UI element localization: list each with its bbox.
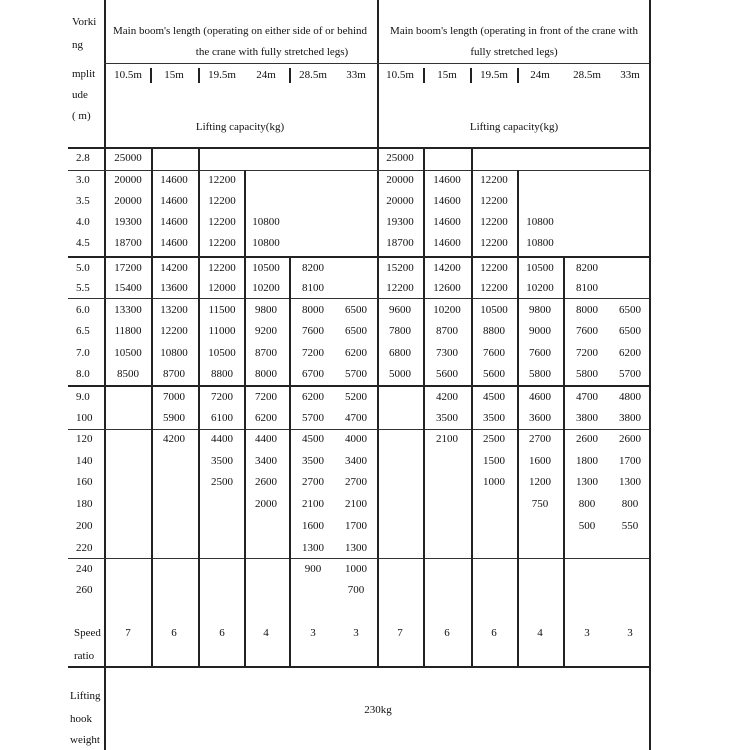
right-capacity-cell: 4500 <box>483 391 505 403</box>
right-capacity-cell: 7300 <box>436 347 458 359</box>
right-capacity-cell: 4700 <box>576 391 598 403</box>
left-speed-ratio-cell: 3 <box>353 627 359 639</box>
right-capacity-cell: 7600 <box>576 325 598 337</box>
left-capacity-cell: 10500 <box>208 347 236 359</box>
working-amplitude-header-line: mplit <box>72 68 96 80</box>
right-capacity-cell: 5700 <box>619 368 641 380</box>
right-capacity-cell: 14600 <box>433 195 461 207</box>
right-capacity-cell: 5600 <box>436 368 458 380</box>
grid-horizontal-line <box>68 170 649 171</box>
left-capacity-cell: 8000 <box>255 368 277 380</box>
lifting-hook-weight-label-line: weight <box>70 734 100 746</box>
grid-horizontal-line <box>68 256 649 258</box>
left-capacity-cell: 3500 <box>211 455 233 467</box>
right-capacity-cell: 750 <box>531 498 549 510</box>
boom-length-heading: 19.5m <box>208 69 236 81</box>
right-capacity-cell: 8100 <box>576 282 598 294</box>
grid-vertical-line <box>563 256 565 666</box>
right-capacity-cell: 12200 <box>480 262 508 274</box>
left-capacity-cell: 11000 <box>208 325 236 337</box>
grid-horizontal-line <box>68 558 649 559</box>
right-capacity-cell: 14200 <box>433 262 461 274</box>
left-capacity-cell: 20000 <box>114 195 142 207</box>
left-capacity-cell: 25000 <box>114 152 142 164</box>
left-speed-ratio-cell: 6 <box>171 627 177 639</box>
right-capacity-cell: 4600 <box>529 391 551 403</box>
right-capacity-cell: 2100 <box>436 433 458 445</box>
table-right-border <box>649 0 651 750</box>
right-capacity-cell: 1000 <box>483 476 505 488</box>
right-capacity-cell: 20000 <box>386 195 414 207</box>
left-capacity-cell: 9800 <box>255 304 277 316</box>
left-capacity-cell: 8700 <box>255 347 277 359</box>
right-capacity-cell: 12200 <box>480 174 508 186</box>
right-capacity-cell: 4200 <box>436 391 458 403</box>
right-section-title-line2: fully stretched legs) <box>470 46 558 58</box>
right-capacity-cell: 12200 <box>386 282 414 294</box>
speed-ratio-label-line: ratio <box>74 650 95 662</box>
amplitude-value: 180 <box>76 498 93 510</box>
right-capacity-cell: 3600 <box>529 412 551 424</box>
right-section-title-line1: Main boom's length (operating in front of the crane with <box>390 25 638 37</box>
left-capacity-cell: 14600 <box>160 174 188 186</box>
right-capacity-cell: 7200 <box>576 347 598 359</box>
right-capacity-cell: 5800 <box>576 368 598 380</box>
left-capacity-cell: 7200 <box>302 347 324 359</box>
amplitude-value: 7.0 <box>76 347 90 359</box>
left-capacity-cell: 8100 <box>302 282 324 294</box>
left-speed-ratio-cell: 3 <box>310 627 316 639</box>
right-capacity-cell: 9000 <box>529 325 551 337</box>
left-capacity-cell: 14600 <box>160 216 188 228</box>
right-capacity-cell: 15200 <box>386 262 414 274</box>
left-capacity-cell: 9200 <box>255 325 277 337</box>
right-capacity-cell: 550 <box>621 520 639 532</box>
right-capacity-cell: 2500 <box>483 433 505 445</box>
right-speed-ratio-cell: 3 <box>584 627 590 639</box>
left-capacity-cell: 10500 <box>252 262 280 274</box>
left-capacity-cell: 8700 <box>163 368 185 380</box>
right-capacity-cell: 14600 <box>433 216 461 228</box>
left-capacity-cell: 5700 <box>345 368 367 380</box>
amplitude-value: 9.0 <box>76 391 90 403</box>
right-capacity-cell: 5800 <box>529 368 551 380</box>
left-capacity-cell: 12200 <box>160 325 188 337</box>
left-capacity-cell: 2600 <box>255 476 277 488</box>
working-amplitude-header-line: ude <box>72 89 88 101</box>
right-capacity-cell: 2600 <box>619 433 641 445</box>
boom-length-heading: 15m <box>437 69 457 81</box>
left-capacity-cell: 6200 <box>255 412 277 424</box>
left-capacity-cell: 5900 <box>163 412 185 424</box>
lifting-hook-weight-value: 230kg <box>364 704 392 716</box>
boom-length-heading: 10.5m <box>114 69 142 81</box>
right-capacity-cell: 12600 <box>433 282 461 294</box>
right-capacity-cell: 7800 <box>389 325 411 337</box>
left-capacity-cell: 7600 <box>302 325 324 337</box>
left-capacity-cell: 2700 <box>345 476 367 488</box>
header-tick <box>150 68 152 83</box>
left-capacity-cell: 12200 <box>208 216 236 228</box>
left-section-title-line2: the crane with fully stretched legs) <box>195 46 349 58</box>
lifting-hook-weight-label-line: Lifting <box>70 690 101 702</box>
right-capacity-cell: 6800 <box>389 347 411 359</box>
right-capacity-cell: 6500 <box>619 325 641 337</box>
right-capacity-cell: 12200 <box>480 282 508 294</box>
grid-horizontal-line <box>68 429 649 430</box>
boom-length-heading: 10.5m <box>386 69 414 81</box>
left-capacity-cell: 3500 <box>302 455 324 467</box>
left-capacity-cell: 13200 <box>160 304 188 316</box>
left-capacity-cell: 13600 <box>160 282 188 294</box>
header-tick <box>289 68 291 83</box>
amplitude-value: 200 <box>76 520 93 532</box>
amplitude-value: 260 <box>76 584 93 596</box>
right-capacity-cell: 3500 <box>483 412 505 424</box>
header-tick <box>517 68 519 83</box>
left-capacity-cell: 5200 <box>345 391 367 403</box>
right-capacity-cell: 7600 <box>483 347 505 359</box>
left-capacity-cell: 7000 <box>163 391 185 403</box>
left-capacity-label: Lifting capacity(kg) <box>195 121 285 133</box>
left-capacity-cell: 17200 <box>114 262 142 274</box>
amplitude-value: 5.0 <box>76 262 90 274</box>
right-capacity-label: Lifting capacity(kg) <box>469 121 559 133</box>
left-capacity-cell: 7200 <box>211 391 233 403</box>
right-capacity-cell: 800 <box>621 498 639 510</box>
header-tick <box>198 68 200 83</box>
amplitude-value: 220 <box>76 542 93 554</box>
amplitude-value: 3.0 <box>76 174 90 186</box>
left-capacity-cell: 8500 <box>117 368 139 380</box>
amplitude-value: 240 <box>76 563 93 575</box>
grid-vertical-line <box>151 147 153 666</box>
right-capacity-cell: 2700 <box>529 433 551 445</box>
right-capacity-cell: 4800 <box>619 391 641 403</box>
right-capacity-cell: 3800 <box>576 412 598 424</box>
boom-length-heading: 28.5m <box>299 69 327 81</box>
right-speed-ratio-cell: 7 <box>397 627 403 639</box>
right-speed-ratio-cell: 6 <box>491 627 497 639</box>
left-capacity-cell: 11800 <box>114 325 142 337</box>
left-section-title-line1: Main boom's length (operating on either side of or behind <box>112 25 368 37</box>
left-capacity-cell: 14600 <box>160 237 188 249</box>
right-capacity-cell: 8200 <box>576 262 598 274</box>
right-capacity-cell: 7600 <box>529 347 551 359</box>
left-capacity-cell: 6500 <box>345 325 367 337</box>
right-capacity-cell: 14600 <box>433 174 461 186</box>
right-capacity-cell: 6200 <box>619 347 641 359</box>
amplitude-value: 3.5 <box>76 195 90 207</box>
right-capacity-cell: 9800 <box>529 304 551 316</box>
left-speed-ratio-cell: 4 <box>263 627 269 639</box>
right-capacity-cell: 5000 <box>389 368 411 380</box>
grid-vertical-line <box>423 147 425 666</box>
left-capacity-cell: 1700 <box>345 520 367 532</box>
left-capacity-cell: 12000 <box>208 282 236 294</box>
left-capacity-cell: 6100 <box>211 412 233 424</box>
left-capacity-cell: 8000 <box>302 304 324 316</box>
left-capacity-cell: 8800 <box>211 368 233 380</box>
left-capacity-cell: 14600 <box>160 195 188 207</box>
right-capacity-cell: 800 <box>578 498 596 510</box>
grid-horizontal-line <box>68 147 649 149</box>
left-capacity-cell: 6700 <box>302 368 324 380</box>
amplitude-value: 4.0 <box>76 216 90 228</box>
right-capacity-cell: 5600 <box>483 368 505 380</box>
right-capacity-cell: 1500 <box>483 455 505 467</box>
lifting-hook-weight-label-line: hook <box>70 713 92 725</box>
left-capacity-cell: 6200 <box>345 347 367 359</box>
left-capacity-cell: 1300 <box>302 542 324 554</box>
grid-vertical-line <box>517 170 519 666</box>
working-amplitude-header-line: ( m) <box>72 110 91 122</box>
right-capacity-cell: 18700 <box>386 237 414 249</box>
left-capacity-cell: 14200 <box>160 262 188 274</box>
left-capacity-cell: 10800 <box>252 237 280 249</box>
right-capacity-cell: 25000 <box>386 152 414 164</box>
boom-length-heading: 15m <box>164 69 184 81</box>
right-capacity-cell: 10200 <box>526 282 554 294</box>
left-capacity-cell: 4400 <box>211 433 233 445</box>
working-amplitude-header-line: ng <box>72 39 83 51</box>
grid-horizontal-line <box>68 666 649 668</box>
left-capacity-cell: 18700 <box>114 237 142 249</box>
working-amplitude-header-line: Vorki <box>72 16 97 28</box>
left-capacity-cell: 5700 <box>302 412 324 424</box>
left-capacity-cell: 11500 <box>208 304 236 316</box>
left-capacity-cell: 3400 <box>345 455 367 467</box>
boom-length-heading: 33m <box>346 69 366 81</box>
right-capacity-cell: 1800 <box>576 455 598 467</box>
boom-length-heading: 28.5m <box>573 69 601 81</box>
right-capacity-cell: 10800 <box>526 237 554 249</box>
right-capacity-cell: 10800 <box>526 216 554 228</box>
left-capacity-cell: 2000 <box>255 498 277 510</box>
right-capacity-cell: 3500 <box>436 412 458 424</box>
amplitude-column-border <box>104 0 106 750</box>
left-capacity-cell: 7200 <box>255 391 277 403</box>
amplitude-value: 160 <box>76 476 93 488</box>
grid-vertical-line <box>289 256 291 666</box>
boom-length-heading: 24m <box>256 69 276 81</box>
amplitude-value: 5.5 <box>76 282 90 294</box>
amplitude-value: 100 <box>76 412 93 424</box>
right-capacity-cell: 1200 <box>529 476 551 488</box>
right-speed-ratio-cell: 4 <box>537 627 543 639</box>
left-capacity-cell: 4700 <box>345 412 367 424</box>
grid-horizontal-line <box>68 298 649 299</box>
right-capacity-cell: 2600 <box>576 433 598 445</box>
left-capacity-cell: 20000 <box>114 174 142 186</box>
right-capacity-cell: 500 <box>578 520 596 532</box>
left-capacity-cell: 12200 <box>208 174 236 186</box>
left-capacity-cell: 13300 <box>114 304 142 316</box>
left-capacity-cell: 2500 <box>211 476 233 488</box>
section-divider <box>377 0 379 666</box>
left-capacity-cell: 2100 <box>345 498 367 510</box>
right-capacity-cell: 12200 <box>480 237 508 249</box>
header-tick <box>470 68 472 83</box>
right-capacity-cell: 10500 <box>480 304 508 316</box>
left-capacity-cell: 19300 <box>114 216 142 228</box>
right-capacity-cell: 14600 <box>433 237 461 249</box>
right-capacity-cell: 8700 <box>436 325 458 337</box>
left-capacity-cell: 10200 <box>252 282 280 294</box>
amplitude-value: 6.0 <box>76 304 90 316</box>
right-capacity-cell: 1300 <box>619 476 641 488</box>
right-capacity-cell: 1300 <box>576 476 598 488</box>
left-capacity-cell: 12200 <box>208 262 236 274</box>
left-capacity-cell: 8200 <box>302 262 324 274</box>
grid-vertical-line <box>244 170 246 666</box>
amplitude-value: 6.5 <box>76 325 90 337</box>
left-capacity-cell: 15400 <box>114 282 142 294</box>
right-capacity-cell: 20000 <box>386 174 414 186</box>
left-capacity-cell: 900 <box>304 563 322 575</box>
right-capacity-cell: 8800 <box>483 325 505 337</box>
amplitude-value: 2.8 <box>76 152 90 164</box>
left-capacity-cell: 10800 <box>252 216 280 228</box>
boom-length-heading: 19.5m <box>480 69 508 81</box>
grid-horizontal-line <box>68 385 649 387</box>
left-capacity-cell: 12200 <box>208 195 236 207</box>
right-capacity-cell: 9600 <box>389 304 411 316</box>
right-capacity-cell: 12200 <box>480 216 508 228</box>
left-capacity-cell: 2100 <box>302 498 324 510</box>
left-capacity-cell: 1300 <box>345 542 367 554</box>
amplitude-value: 8.0 <box>76 368 90 380</box>
right-speed-ratio-cell: 6 <box>444 627 450 639</box>
right-capacity-cell: 1700 <box>619 455 641 467</box>
left-capacity-cell: 2700 <box>302 476 324 488</box>
left-capacity-cell: 1600 <box>302 520 324 532</box>
left-capacity-cell: 6200 <box>302 391 324 403</box>
amplitude-value: 120 <box>76 433 93 445</box>
boom-length-heading: 33m <box>620 69 640 81</box>
left-capacity-cell: 4000 <box>345 433 367 445</box>
header-tick <box>423 68 425 83</box>
right-capacity-cell: 8000 <box>576 304 598 316</box>
left-capacity-cell: 6500 <box>345 304 367 316</box>
right-capacity-cell: 10200 <box>433 304 461 316</box>
right-capacity-cell: 12200 <box>480 195 508 207</box>
left-speed-ratio-cell: 6 <box>219 627 225 639</box>
speed-ratio-label-line: Speed <box>74 627 101 639</box>
left-capacity-cell: 3400 <box>255 455 277 467</box>
right-capacity-cell: 19300 <box>386 216 414 228</box>
amplitude-value: 140 <box>76 455 93 467</box>
left-capacity-cell: 700 <box>347 584 365 596</box>
grid-horizontal-line <box>104 63 649 64</box>
left-capacity-cell: 1000 <box>345 563 367 575</box>
left-speed-ratio-cell: 7 <box>125 627 131 639</box>
left-capacity-cell: 4200 <box>163 433 185 445</box>
grid-vertical-line <box>471 147 473 666</box>
right-capacity-cell: 1600 <box>529 455 551 467</box>
boom-length-heading: 24m <box>530 69 550 81</box>
left-capacity-cell: 4500 <box>302 433 324 445</box>
left-capacity-cell: 12200 <box>208 237 236 249</box>
right-speed-ratio-cell: 3 <box>627 627 633 639</box>
grid-vertical-line <box>198 147 200 666</box>
right-capacity-cell: 6500 <box>619 304 641 316</box>
left-capacity-cell: 4400 <box>255 433 277 445</box>
right-capacity-cell: 10500 <box>526 262 554 274</box>
left-capacity-cell: 10500 <box>114 347 142 359</box>
amplitude-value: 4.5 <box>76 237 90 249</box>
left-capacity-cell: 10800 <box>160 347 188 359</box>
right-capacity-cell: 3800 <box>619 412 641 424</box>
